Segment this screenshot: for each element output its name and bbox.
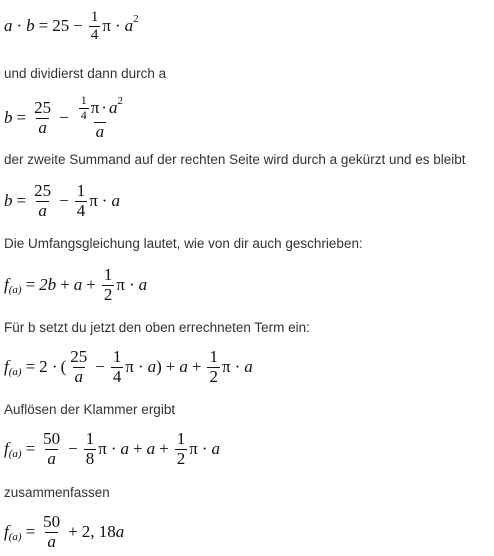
- fraction-50-over-a: $\frac{50}{a}$: [43, 428, 61, 468]
- equation-3: b = $\frac{25}{a}$ − $\frac{1}{4}$ π · a: [4, 180, 120, 220]
- fraction-one-half: $\frac{1}{2}$: [176, 428, 186, 468]
- text-line-6: zusammenfassen: [4, 485, 110, 500]
- fraction-compound: $\frac{1}{4}$ π · a 2 a: [80, 93, 123, 141]
- equation-2: b = $\frac{25}{a}$ − $\frac{1}{4}$ π · a 2 a: [4, 93, 123, 141]
- fraction-one-quarter: $\frac{1}{4}$: [90, 9, 99, 43]
- equation-6: f (a) = $\frac{50}{a}$ − $\frac{1}{8}$ π · a + a + $\frac{1}{2}$ π · a: [4, 428, 220, 468]
- equation-1: a · b = 25 − $\frac{1}{4}$ π · a 2: [4, 9, 139, 43]
- fraction-one-half: $\frac{1}{2}$: [209, 346, 218, 386]
- fraction-one-quarter: $\frac{1}{4}$: [112, 346, 122, 386]
- fraction-25-over-a: $\frac{25}{a}$: [34, 180, 52, 220]
- fraction-one-eighth: $\frac{1}{8}$: [85, 428, 95, 468]
- fraction-50-over-a: $\frac{50}{a}$: [43, 511, 61, 551]
- fraction-25-over-a: $\frac{25}{a}$: [70, 346, 88, 386]
- text-line-1: und dividierst dann durch a: [4, 66, 167, 81]
- text-line-5: Auflösen der Klammer ergibt: [4, 402, 176, 417]
- text-line-3: Die Umfangsgleichung lautet, wie von dir auch geschrieben:: [4, 236, 363, 251]
- fraction-one-quarter: $\frac{1}{4}$: [76, 180, 86, 220]
- text-line-2: der zweite Summand auf der rechten Seite wird durch a gekürzt und es bleibt: [4, 152, 466, 167]
- equation-7: f (a) = $\frac{50}{a}$ + 2, 18 a: [4, 511, 125, 551]
- fraction-one-half: $\frac{1}{2}$: [103, 264, 113, 304]
- fraction-25-over-a: $\frac{25}{a}$: [34, 97, 52, 137]
- equation-4: f (a) = 2b + a + $\frac{1}{2}$ π · a: [4, 264, 148, 304]
- text-line-4: Für b setzt du jetzt den oben errechneten Term ein:: [4, 320, 310, 335]
- equation-5: f (a) = 2 · ( $\frac{25}{a}$ − $\frac{1}{4}$ π · a ) + a + $\frac{1}{2}$ π · a: [4, 346, 253, 386]
- fraction-one-quarter: $\frac{1}{4}$: [80, 93, 87, 122]
